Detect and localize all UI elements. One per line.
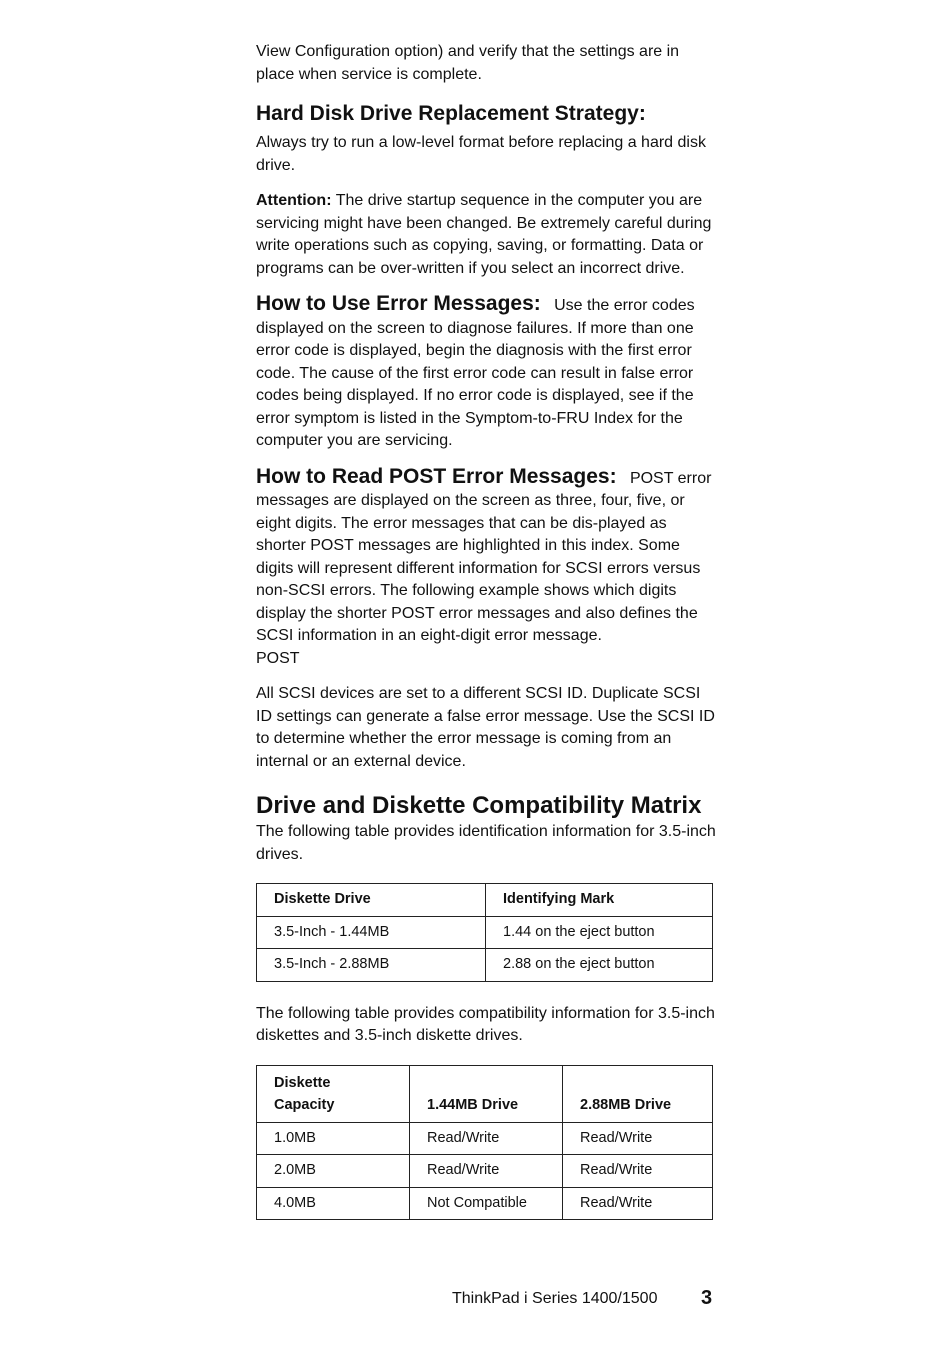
attention-label: Attention:	[256, 192, 332, 209]
column-header: 2.88MB Drive	[563, 1065, 713, 1122]
error-messages-text: Use the error codes displayed on the screen to diagnose failures. If more than one error code is displayed, begin the diagnosis with the first error code. The cause of the first error code can result in false error codes being displayed. If no error code is displayed, see if the error symptom is listed in the Symptom-to-FRU Index for the computer you are servicing.	[256, 297, 695, 449]
scsi-paragraph: All SCSI devices are set to a different SCSI ID. Duplicate SCSI ID settings can generate a false error message. Use the SCSI ID to determine whether the error message is coming from an internal or an external device.	[256, 685, 715, 770]
table-cell: Not Compatible	[410, 1187, 563, 1220]
matrix-intro-2: The following table provides compatibility information for 3.5-inch diskettes and 3.5-inch diskette drives.	[256, 1004, 715, 1044]
table-cell: Read/Write	[563, 1155, 713, 1188]
table-header-row	[257, 1065, 713, 1122]
table-cell: 3.5-Inch - 2.88MB	[257, 949, 486, 982]
drive-identification-table	[256, 883, 713, 982]
column-header: Diskette Drive	[257, 884, 486, 917]
table-cell: Read/Write	[410, 1122, 563, 1155]
table-row	[257, 916, 713, 949]
table-cell: Read/Write	[410, 1155, 563, 1188]
post-messages-heading: How to Read POST Error Messages:	[256, 464, 617, 488]
footer-title: ThinkPad i Series 1400/1500	[452, 1290, 658, 1307]
intro-paragraph: View Configuration option) and verify that the settings are in place when service is complete.	[256, 43, 680, 83]
table-cell: 1.44 on the eject button	[486, 916, 713, 949]
table-cell: Read/Write	[563, 1122, 713, 1155]
table-row	[257, 1122, 713, 1155]
hdd-heading: Hard Disk Drive Replacement Strategy:	[256, 102, 646, 125]
column-header: Identifying Mark	[486, 884, 713, 917]
table-cell: 3.5-Inch - 1.44MB	[257, 916, 486, 949]
attention-text: The drive startup sequence in the computer you are servicing might have been changed. Be extremely careful during write operations such as copying, saving, or formatting. Data or programs can be over-written if you select an incorrect drive.	[256, 192, 712, 277]
post-messages-paragraph	[256, 466, 716, 648]
page-number: 3	[701, 1287, 713, 1309]
compatibility-table	[256, 1065, 713, 1221]
table-cell: Read/Write	[563, 1187, 713, 1220]
table-cell: 4.0MB	[257, 1187, 410, 1220]
table-header-row	[257, 884, 713, 917]
attention-paragraph	[256, 190, 716, 280]
table-cell: 1.0MB	[257, 1122, 410, 1155]
post-messages-text: POST error messages are displayed on the screen as three, four, five, or eight digits. The error messages that can be dis-played as shorter POST messages are highlighted in this index. Some digits will represent different information for SCSI errors versus non-SCSI errors. The following example shows which digits display the shorter POST error messages and also defines the SCSI information in an eight-digit error message.	[256, 469, 712, 644]
table-row	[257, 1187, 713, 1220]
page-body	[256, 41, 716, 1220]
error-messages-paragraph	[256, 293, 716, 453]
table-cell: 2.88 on the eject button	[486, 949, 713, 982]
matrix-heading: Drive and Diskette Compatibility Matrix	[256, 792, 702, 819]
matrix-intro-1: The following table provides identification information for 3.5-inch drives.	[256, 823, 716, 863]
table-cell: 2.0MB	[257, 1155, 410, 1188]
column-header: Diskette Capacity	[257, 1065, 410, 1122]
error-messages-heading: How to Use Error Messages:	[256, 292, 541, 315]
post-trailer: POST	[256, 649, 300, 667]
hdd-paragraph: Always try to run a low-level format before replacing a hard disk drive.	[256, 134, 706, 174]
table-row	[257, 1155, 713, 1188]
table-row	[257, 949, 713, 982]
column-header: 1.44MB Drive	[410, 1065, 563, 1122]
